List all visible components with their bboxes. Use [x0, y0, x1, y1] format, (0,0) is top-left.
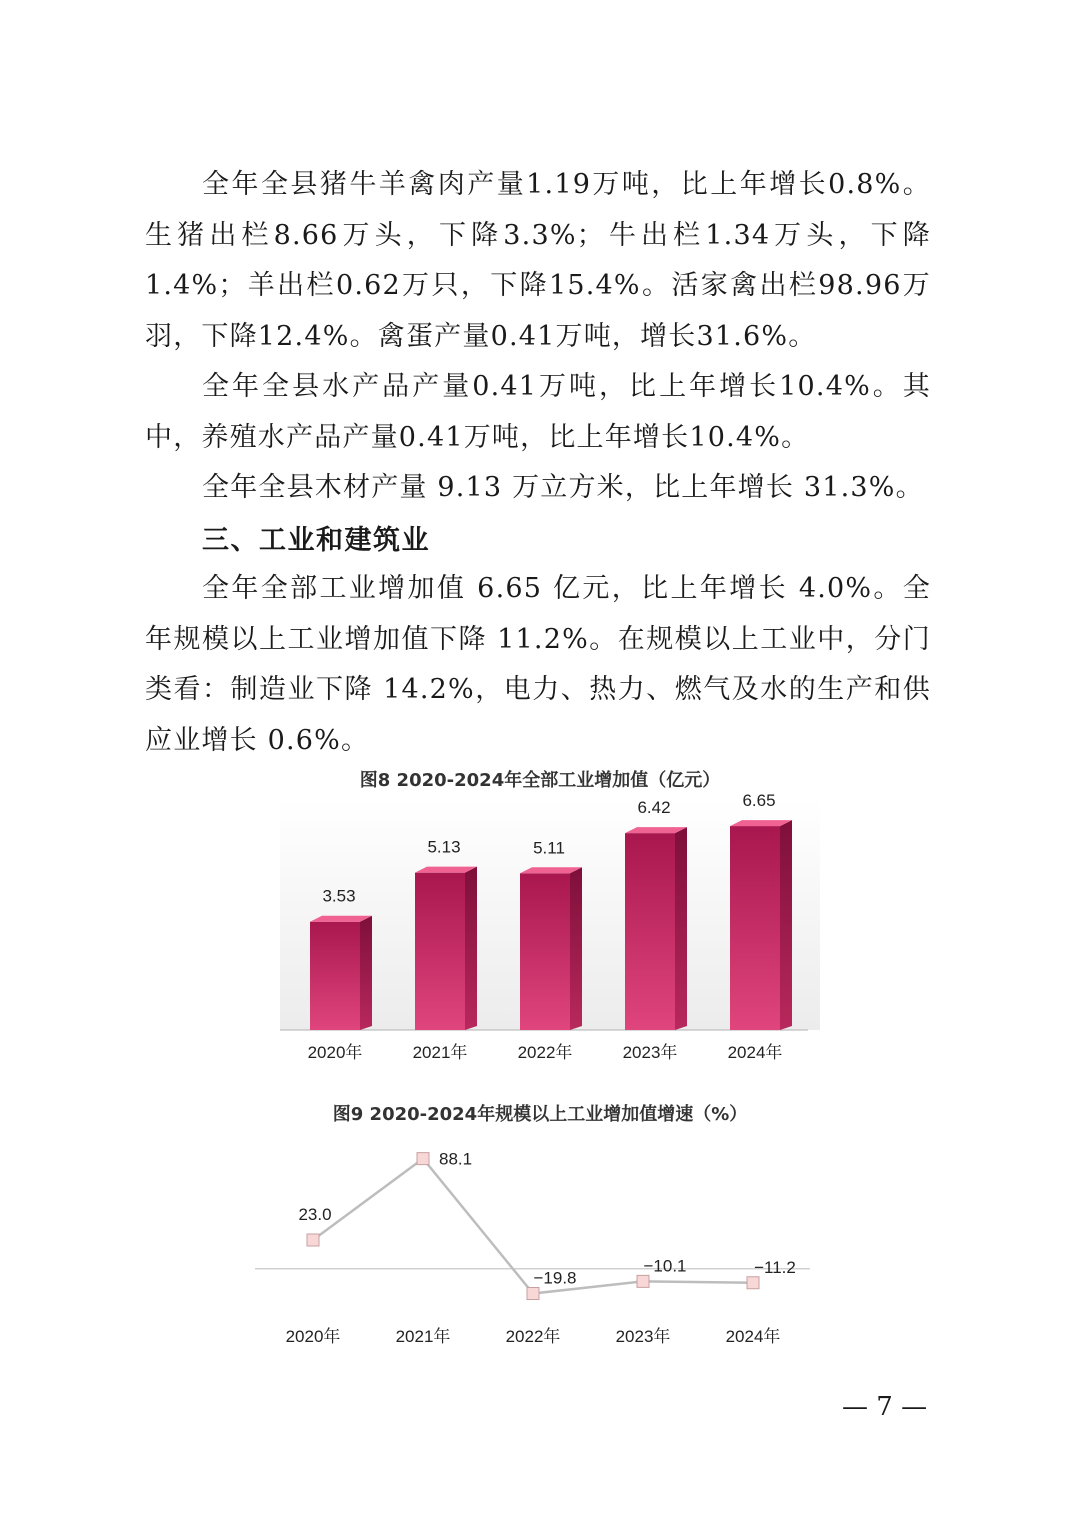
chart8-bar-side	[780, 820, 792, 1030]
chart8-x-tick-label: 2023年	[622, 1043, 678, 1062]
chart9-marker	[527, 1288, 539, 1300]
chart8-bar-chart	[280, 790, 820, 1080]
chart8-bar	[415, 873, 465, 1030]
chart8-x-tick-label: 2021年	[412, 1043, 468, 1062]
chart8-bar	[730, 826, 780, 1030]
section-heading-industry: 三、工业和建筑业	[202, 525, 430, 556]
chart8-bar	[310, 922, 360, 1030]
chart9-marker	[417, 1153, 429, 1165]
chart8-x-tick-label: 2024年	[727, 1043, 783, 1062]
chart9-data-label: 23.0	[298, 1205, 332, 1224]
chart8-x-tick-label: 2022年	[517, 1043, 573, 1062]
chart8-x-tick-label: 2020年	[307, 1043, 363, 1062]
chart9-x-tick-label: 2022年	[505, 1327, 561, 1346]
chart8-bar	[520, 873, 570, 1030]
chart9-x-tick-label: 2024年	[725, 1327, 781, 1346]
chart9-marker	[307, 1234, 319, 1246]
chart8-data-label: 3.53	[322, 886, 356, 906]
chart8-bar-side	[570, 867, 582, 1030]
chart9-title: 图9 2020-2024年规模以上工业增加值增速（%）	[332, 1104, 748, 1125]
chart8-title: 图8 2020-2024年全部工业增加值（亿元）	[359, 770, 721, 791]
chart8-data-label: 6.42	[637, 798, 671, 818]
chart9-line-chart	[255, 1130, 815, 1360]
chart9-x-tick-label: 2020年	[285, 1327, 341, 1346]
chart9-data-label: −10.1	[643, 1256, 687, 1276]
chart8-bar	[625, 833, 675, 1030]
chart8-data-label: 5.11	[533, 838, 565, 858]
paragraph-livestock: 全年全县猪牛羊禽肉产量1.19万吨，比上年增长0.8%。生猪出栏8.66万头，下降3.3%；牛出栏1.34万头，下降1.4%；羊出栏0.62万只，下降15.4%。活家禽出栏98.96万羽，下降12.4%。禽蛋产量0.41万吨，增长31.6%。	[145, 169, 931, 352]
chart9-data-label: −11.2	[754, 1257, 796, 1277]
chart9-marker	[637, 1275, 649, 1287]
chart8-data-label: 5.13	[427, 837, 461, 857]
chart8-data-label: 6.65	[742, 791, 776, 811]
chart9-data-label: 88.1	[439, 1149, 473, 1169]
chart8-bar-side	[465, 867, 477, 1030]
chart8-bar-side	[360, 916, 372, 1030]
chart9-marker	[747, 1277, 759, 1289]
paragraph-timber: 全年全县木材产量 9.13 万立方米，比上年增长 31.3%。	[202, 472, 924, 503]
paragraph-industry: 全年全部工业增加值 6.65 亿元，比上年增长 4.0%。全年规模以上工业增加值下降 11.2%。在规模以上工业中，分门类看：制造业下降 14.2%，电力、热力、燃气及水的生产和供应业增长 0.6%。	[145, 573, 931, 756]
page-number: — 7 —	[842, 1392, 928, 1422]
chart9-x-tick-label: 2021年	[395, 1327, 451, 1346]
chart9-x-tick-label: 2023年	[615, 1327, 671, 1346]
paragraph-aquatic: 全年全县水产品产量0.41万吨，比上年增长10.4%。其中，养殖水产品产量0.41万吨，比上年增长10.4%。	[145, 371, 931, 453]
chart8-bar-side	[675, 827, 687, 1030]
chart9-data-label: −19.8	[533, 1268, 577, 1288]
